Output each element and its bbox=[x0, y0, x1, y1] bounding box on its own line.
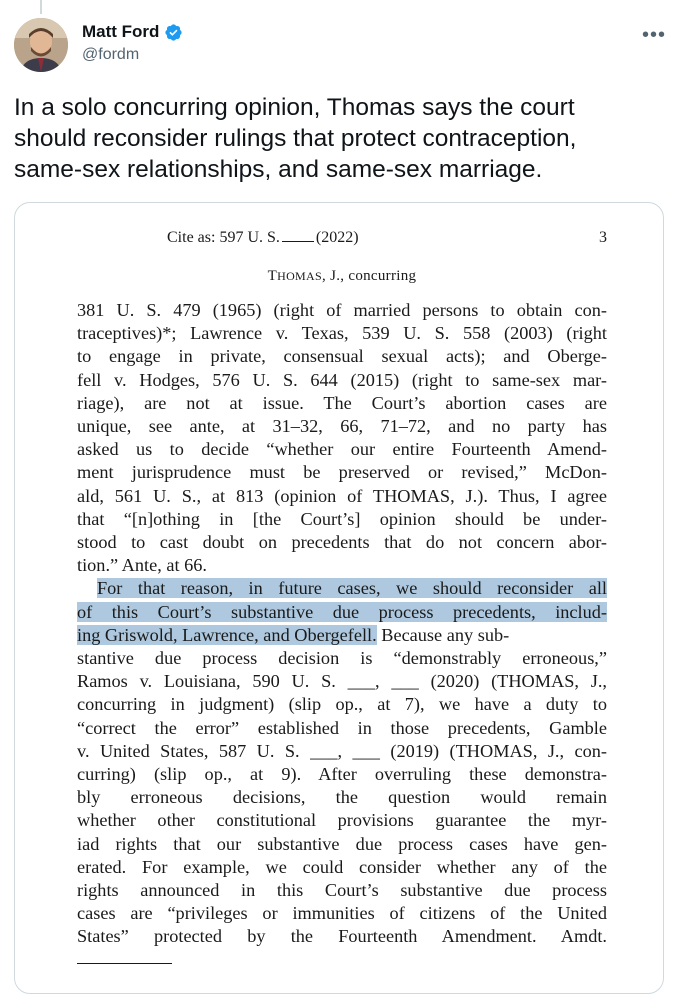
text-line: traceptives)*; Lawrence v. Texas, 539 U. S. 558 (2003) (right bbox=[77, 323, 607, 344]
text-line: stood to cast doubt on precedents that do not concern abor- bbox=[77, 532, 607, 553]
highlighted-line bbox=[77, 601, 607, 624]
thread-connector-line bbox=[40, 0, 42, 14]
highlight-span: For that reason, in future cases, we should reconsider all bbox=[97, 578, 607, 599]
text-fragment: Because any sub- bbox=[376, 624, 510, 645]
running-head-smallcaps: HOMAS bbox=[277, 269, 322, 283]
text-line: iad rights that our substantive due process cases have gen- bbox=[77, 833, 607, 854]
running-head bbox=[77, 268, 607, 285]
text-line: unique, see ante, at 31–32, 66, 71–72, and no party has bbox=[77, 416, 607, 437]
verified-badge-icon bbox=[164, 23, 183, 42]
text-line: that “[n]othing in [the Court’s] opinion should be under- bbox=[77, 508, 607, 529]
citation-header bbox=[77, 229, 607, 249]
opinion-body bbox=[77, 299, 607, 949]
avatar-image bbox=[14, 18, 68, 72]
more-options-icon[interactable]: ••• bbox=[641, 24, 666, 46]
citation bbox=[167, 229, 359, 247]
page-number: 3 bbox=[599, 229, 607, 246]
text-line: ald, 561 U. S., at 813 (opinion of THOMAS, J.). Thus, I agree bbox=[77, 485, 607, 506]
footnote-rule bbox=[77, 963, 172, 964]
text-line: “correct the error” established in those precedents, Gamble bbox=[77, 717, 607, 738]
running-head-initial: T bbox=[267, 268, 278, 284]
text-line: cases are “privileges or immunities of citizens of the United bbox=[77, 903, 607, 924]
highlighted-line bbox=[77, 577, 607, 600]
avatar[interactable] bbox=[14, 18, 68, 72]
text-line: concurring in judgment) (slip op., at 7), we have a duty to bbox=[77, 694, 607, 715]
highlight-span: ing Griswold, Lawrence, and Obergefell. bbox=[77, 624, 377, 645]
highlighted-line bbox=[77, 624, 607, 647]
text-line: whether other constitutional provisions guarantee the myr- bbox=[77, 810, 607, 831]
text-line: States” protected by the Fourteenth Amendment. Amdt. bbox=[77, 926, 607, 947]
text-line: fell v. Hodges, 576 U. S. 644 (2015) (right to same-sex mar- bbox=[77, 369, 607, 390]
text-line: riage), are not at issue. The Court’s abortion cases are bbox=[77, 392, 607, 413]
text-line: stantive due process decision is “demonstrably erroneous,” bbox=[77, 648, 607, 669]
tweet-media-image[interactable] bbox=[14, 202, 664, 994]
citation-prefix: Cite as: 597 U. S. bbox=[167, 229, 280, 246]
text-line: to engage in private, consensual sexual acts); and Oberge- bbox=[77, 346, 607, 367]
citation-blank bbox=[282, 241, 314, 242]
text-line: tion.” Ante, at 66. bbox=[77, 555, 207, 576]
text-line: 381 U. S. 479 (1965) (right of married persons to obtain con- bbox=[77, 300, 607, 320]
text-line: rights announced in this Court’s substantive due process bbox=[77, 880, 607, 901]
highlight-span: of this Court’s substantive due process precedents, includ- bbox=[77, 601, 607, 622]
user-handle[interactable]: @fordm bbox=[82, 46, 140, 63]
display-name[interactable]: Matt Ford bbox=[82, 22, 160, 41]
tweet-text-line: same-sex relationships, and same-sex marriage. bbox=[14, 156, 543, 183]
tweet-header bbox=[14, 18, 666, 74]
text-line: erated. For example, we could consider whether any of the bbox=[77, 856, 607, 877]
tweet-text-line: In a solo concurring opinion, Thomas says the court bbox=[14, 94, 575, 121]
tweet-text-line: should reconsider rulings that protect contraception, bbox=[14, 125, 577, 152]
tweet-text bbox=[14, 92, 654, 185]
text-line: ment jurisprudence must be preserved or revised,” McDon- bbox=[77, 462, 607, 483]
citation-year: (2022) bbox=[315, 229, 359, 246]
text-line: curring) (slip op., at 9). After overruling these demonstra- bbox=[77, 764, 607, 785]
text-line: asked us to decide “whether our entire Fourteenth Amend- bbox=[77, 439, 607, 460]
running-head-rest: , J., concurring bbox=[321, 268, 417, 284]
text-line: Ramos v. Louisiana, 590 U. S. ___, ___ (2020) (THOMAS, J., bbox=[77, 671, 607, 692]
text-line: bly erroneous decisions, the question would remain bbox=[77, 787, 607, 808]
text-line: v. United States, 587 U. S. ___, ___ (2019) (THOMAS, J., con- bbox=[77, 740, 607, 761]
